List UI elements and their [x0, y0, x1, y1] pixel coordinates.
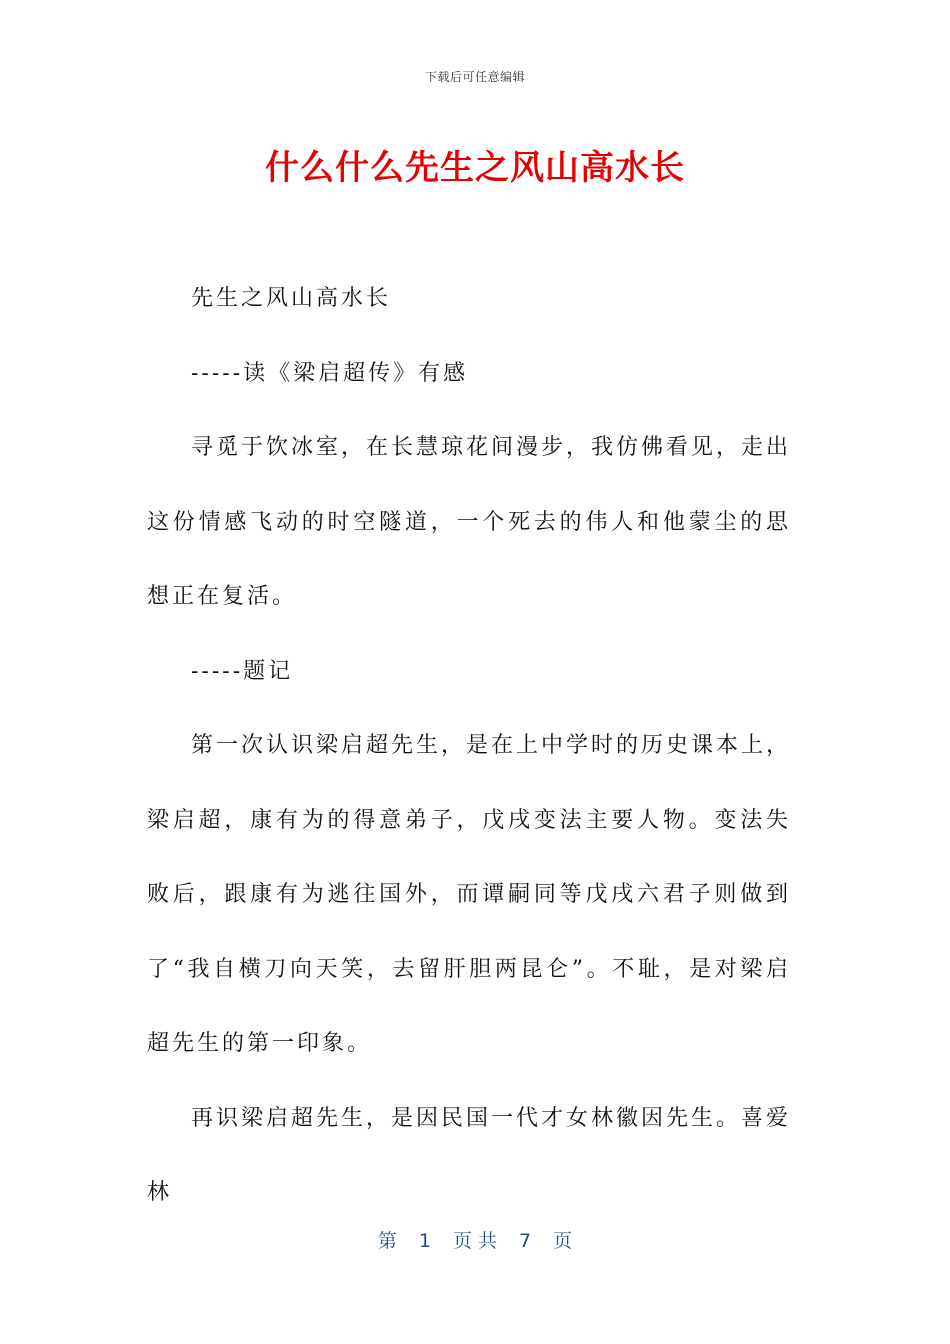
paragraph-subtitle: 先生之风山高水长: [191, 286, 392, 311]
current-page-number: 1: [418, 1230, 431, 1252]
page-footer: [0, 1226, 950, 1253]
paragraph-epigraph-label: -----题记: [191, 658, 294, 684]
total-pages-number: 7: [519, 1230, 532, 1252]
paragraph-second-impression: 再识梁启超先生，是因民国一代才女林徽因先生。喜爱林: [147, 1105, 792, 1205]
paragraph-epigraph: 寻觅于饮冰室，在长慧琼花间漫步，我仿佛看见，走出这份情感飞动的时空隧道，一个死去的伟人和他蒙尘的思想正在复活。: [147, 435, 792, 609]
page-middle: 页 共: [452, 1230, 498, 1252]
paragraph-first-impression: 第一次认识梁启超先生，是在上中学时的历史课本上，梁启超，康有为的得意弟子，戊戌变法主要人物。变法失败后，跟康有为逃往国外，而谭嗣同等戊戌六君子则做到了“我自横刀向天笑，去留肝胆两昆仑”。不耻，是对梁启超先生的第一印象。: [147, 733, 792, 1056]
header-note: 下载后可任意编辑: [424, 70, 525, 84]
page-suffix: 页: [553, 1230, 573, 1252]
document-title: 什么什么先生之风山高水长: [265, 148, 685, 188]
document-body: [147, 262, 791, 1231]
paragraph-byline: -----读《梁启超传》有感: [191, 360, 469, 386]
page-prefix: 第: [377, 1230, 397, 1252]
